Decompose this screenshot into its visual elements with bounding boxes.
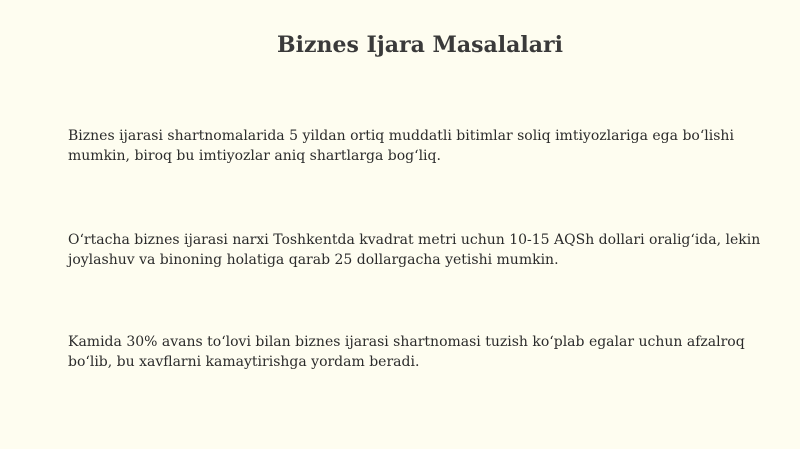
paragraph-advance-payment: Kamida 30% avans to‘lovi bilan biznes ijarasi shartnomasi tuzish ko‘plab egalar uchun afzalroq bo‘lib, bu xavflarni kamaytirishga yordam beradi. [68, 334, 745, 370]
page-title: Biznes Ijara Masalalari [277, 32, 563, 58]
paragraph-average-price: O‘rtacha biznes ijarasi narxi Toshkentda kvadrat metri uchun 10-15 AQSh dollari oralig‘ida, lekin joylashuv va binoning holatiga qarab 25 dollargacha yetishi mumkin. [68, 232, 761, 268]
paragraph-tax-benefits: Biznes ijarasi shartnomalarida 5 yildan ortiq muddatli bitimlar soliq imtiyozlariga ega bo‘lishi mumkin, biroq bu imtiyozlar aniq shartlarga bog‘liq. [68, 128, 734, 164]
